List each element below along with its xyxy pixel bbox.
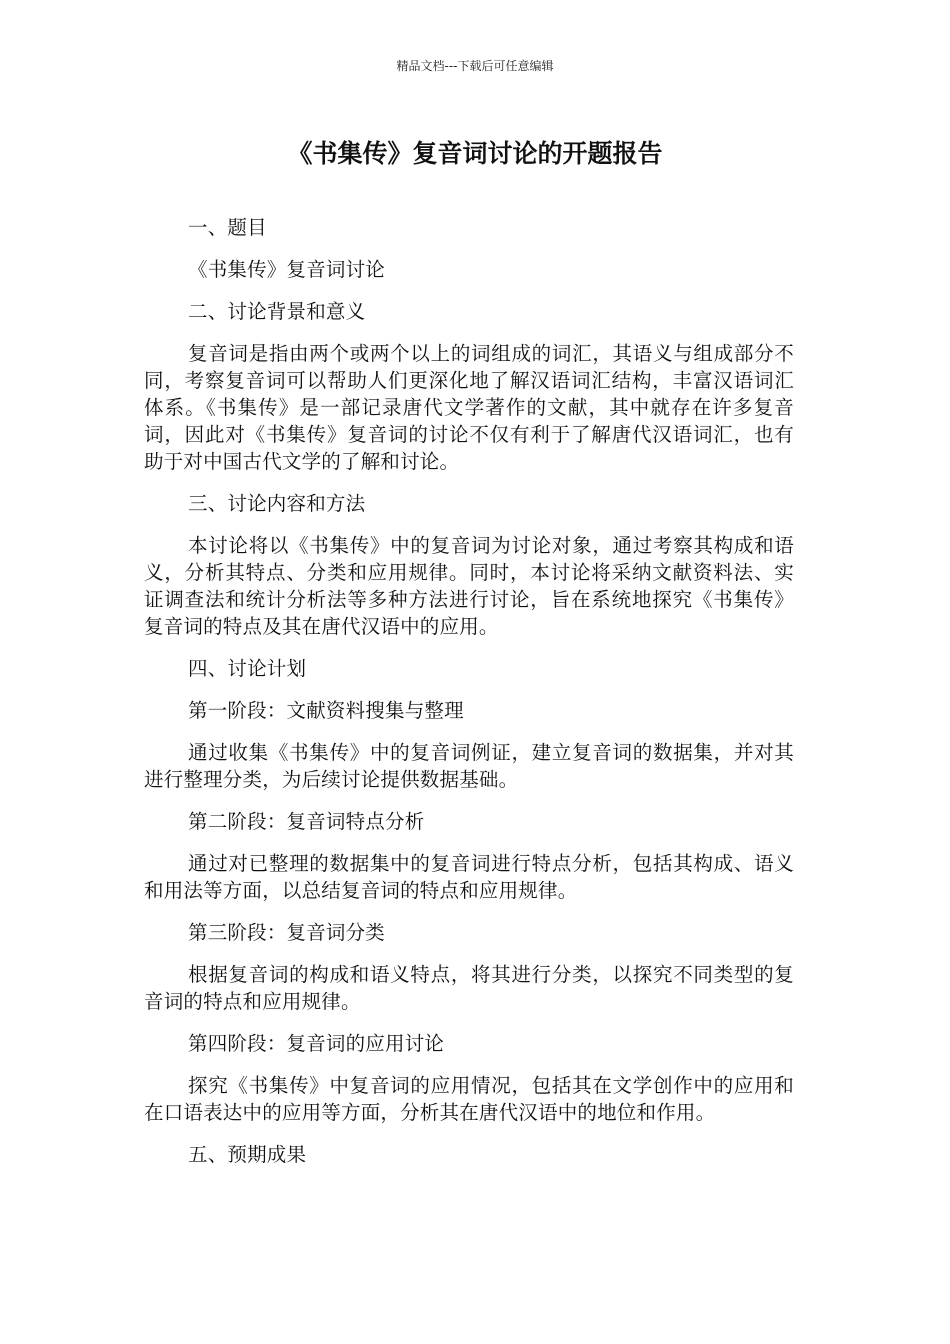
background-paragraph: 复音词是指由两个或两个以上的词组成的词汇，其语义与组成部分不同，考察复音词可以帮助人们更深化地了解汉语词汇结构，丰富汉语词汇体系。《书集传》是一部记录唐代文学著作的文献，其中就存在许多复音词，因此对《书集传》复音词的讨论不仅有利于了解唐代汉语词汇，也有助于对中国古代文学的了解和讨论。 — [144, 342, 794, 473]
content-method-paragraph: 本讨论将以《书集传》中的复音词为讨论对象，通过考察其构成和语义，分析其特点、分类和应用规律。同时，本讨论将采纳文献资料法、实证调查法和统计分析法等多种方法进行讨论，旨在系统地探究《书集传》复音词的特点及其在唐代汉语中的应用。 — [144, 534, 794, 638]
stage-3-paragraph: 根据复音词的构成和语义特点，将其进行分类，以探究不同类型的复音词的特点和应用规律。 — [144, 963, 794, 1013]
stage-3-heading: 第三阶段：复音词分类 — [188, 921, 386, 944]
stage-2-paragraph: 通过对已整理的数据集中的复音词进行特点分析，包括其构成、语义和用法等方面，以总结复音词的特点和应用规律。 — [144, 852, 794, 902]
page-header: 精品文档---下载后可任意编辑 — [396, 59, 554, 73]
stage-1-heading: 第一阶段：文献资料搜集与整理 — [188, 699, 464, 722]
document-title: 《书集传》复音词讨论的开题报告 — [287, 139, 663, 168]
stage-4-heading: 第四阶段：复音词的应用讨论 — [188, 1032, 445, 1055]
section-heading-content-method: 三、讨论内容和方法 — [188, 492, 366, 515]
stage-1-paragraph: 通过收集《书集传》中的复音词例证，建立复音词的数据集，并对其进行整理分类，为后续讨论提供数据基础。 — [144, 741, 794, 791]
section-heading-topic: 一、题目 — [188, 216, 267, 239]
document-body — [144, 214, 794, 1183]
stage-2-heading: 第二阶段：复音词特点分析 — [188, 810, 425, 833]
section-heading-background: 二、讨论背景和意义 — [188, 300, 366, 323]
topic-text: 《书集传》复音词讨论 — [188, 258, 386, 281]
section-heading-expected-results: 五、预期成果 — [188, 1143, 307, 1166]
stage-4-paragraph: 探究《书集传》中复音词的应用情况，包括其在文学创作中的应用和在口语表达中的应用等方面，分析其在唐代汉语中的地位和作用。 — [144, 1074, 794, 1124]
section-heading-plan: 四、讨论计划 — [188, 657, 307, 680]
